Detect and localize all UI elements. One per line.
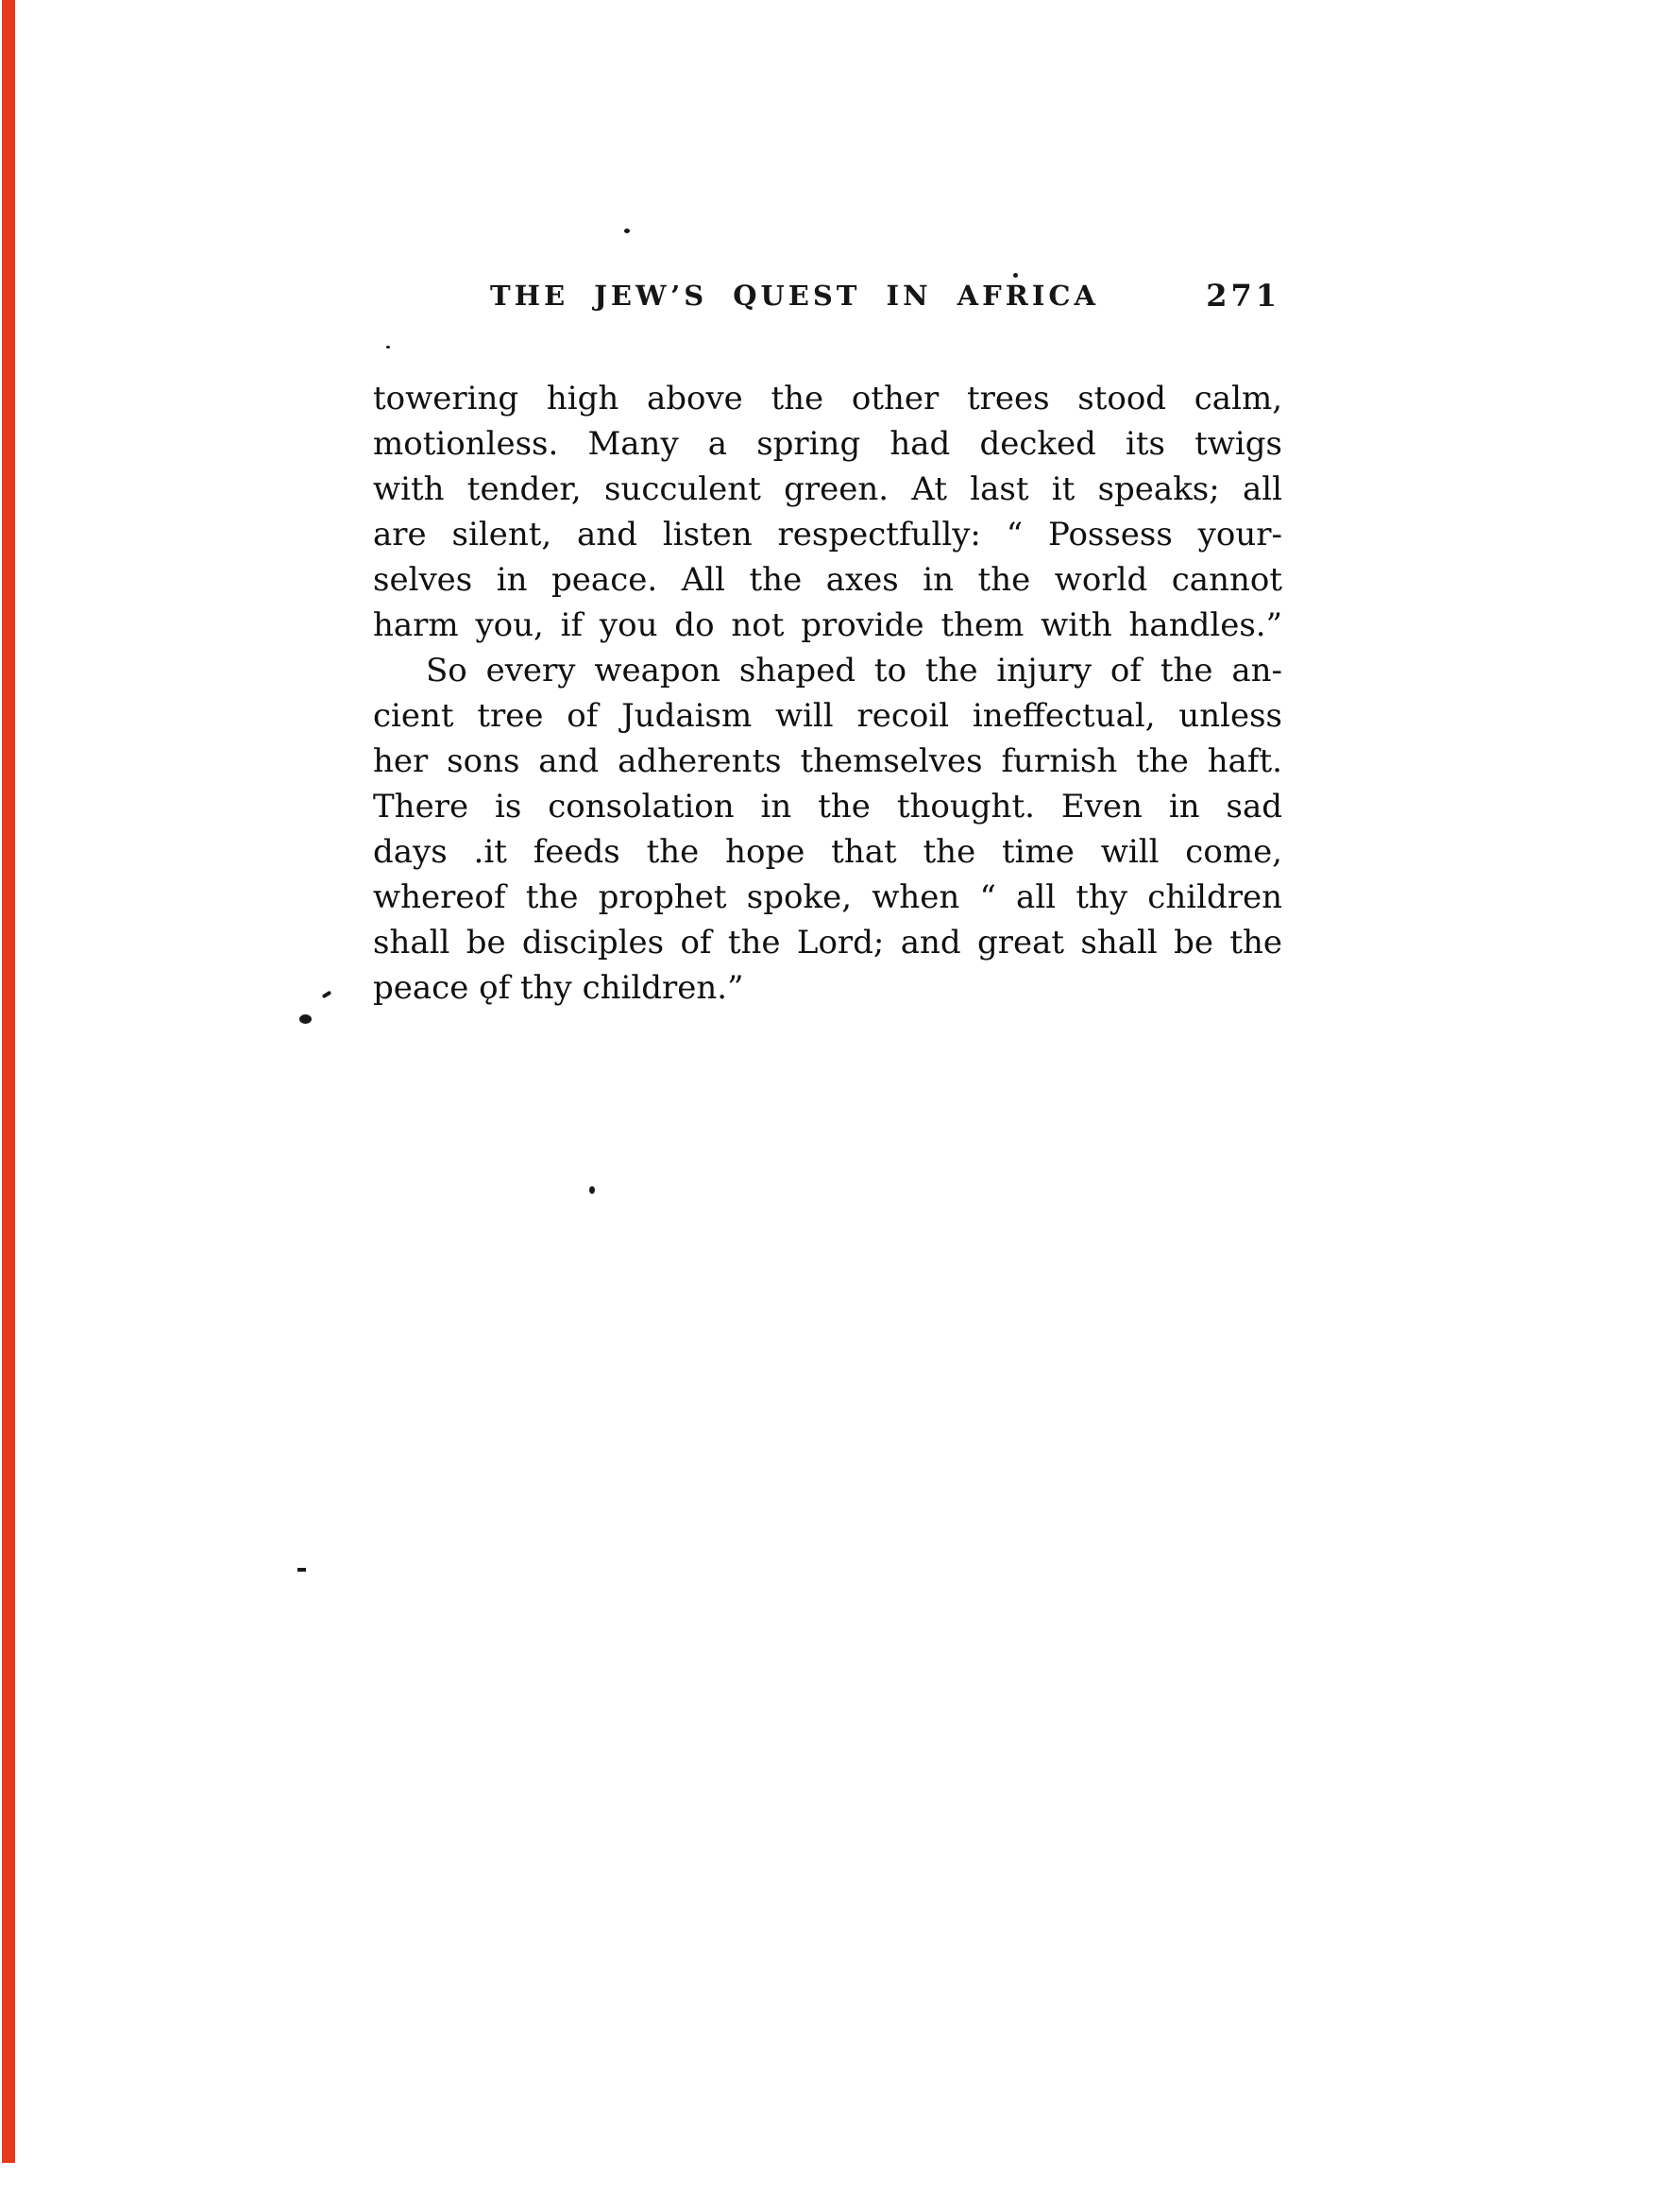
ink-speck [386,346,390,349]
page-title: THE JEW’S QUEST IN AFRICA [489,280,1100,312]
text-line: are silent, and listen respectfully: “ Possess your- [373,516,1282,553]
text-line: selves in peace. All the axes in the world cannot [373,561,1282,599]
text-line: her sons and adherents themselves furnish the haft. [373,742,1282,780]
body-text [373,376,1282,1011]
ink-dash [297,1568,306,1572]
text-line: whereof the prophet spoke, when “ all thy children [373,878,1282,916]
ink-speck [624,229,630,233]
ink-speck [589,1186,595,1194]
text-line: towering high above the other trees stood calm, [373,380,1282,417]
scan-edge-bar [2,0,15,2163]
text-line: motionless. Many a spring had decked its twigs [373,425,1282,463]
text-line: shall be disciples of the Lord; and great shall be the [373,924,1282,961]
text-line: So every weapon shaped to the injury of the an- [426,652,1282,689]
text-line: cient tree of Judaism will recoil ineffectual, unless [373,697,1282,735]
page-number: 271 [1206,278,1280,314]
running-header [373,280,1282,319]
text-line: days .it feeds the hope that the time will come, [373,833,1282,871]
ink-blob [299,1014,312,1024]
ink-tick [322,991,332,999]
ink-speck [1013,273,1018,278]
text-line: harm you, if you do not provide them with handles.” [373,606,1282,644]
text-line: peace ǫf thy children.” [373,969,744,1007]
text-line: with tender, succulent green. At last it speaks; all [373,470,1282,508]
text-line: There is consolation in the thought. Even in sad [373,788,1282,825]
